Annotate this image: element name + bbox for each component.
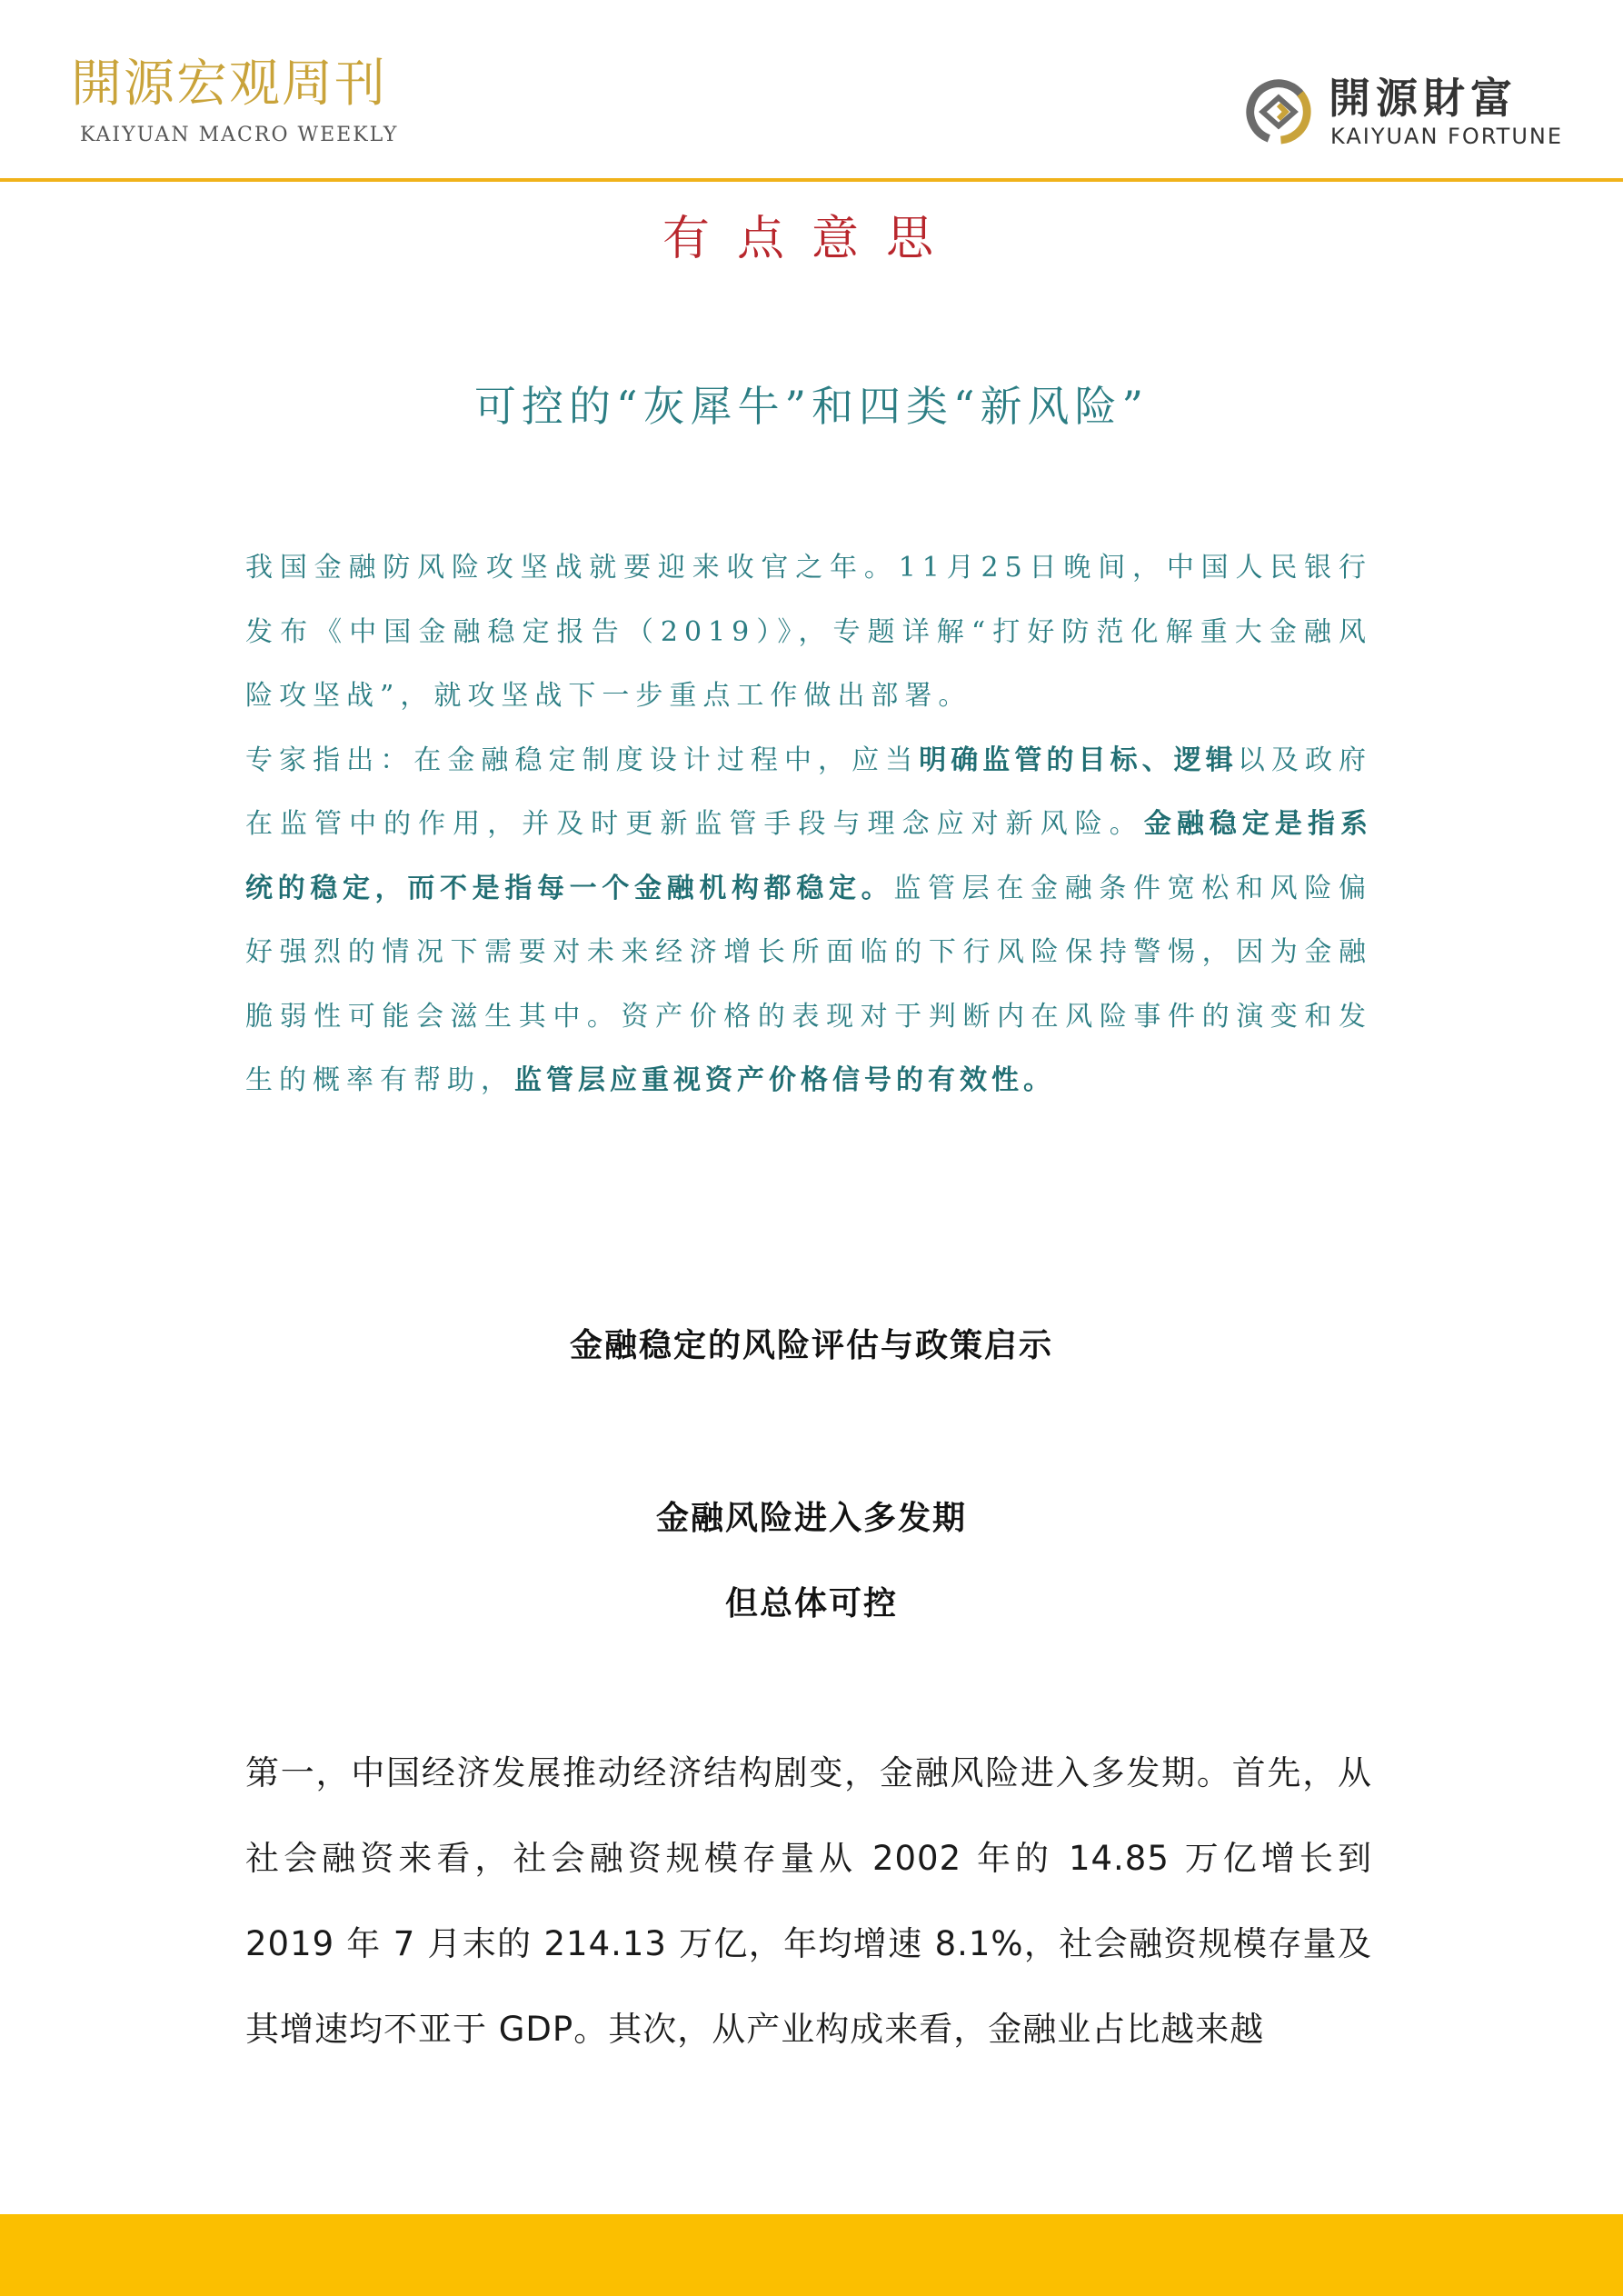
summary-emphasis: 监管层应重视资产价格信号的有效性。 [514,1064,1055,1096]
summary-text: 以及政府在监管中的作用，并及时更新监管手段与理念应对新风险。 [245,744,1373,840]
article-title: 可控的“灰犀牛”和四类“新风险” [473,382,1150,431]
summary-paragraph: 我国金融防风险攻坚战就要迎来收官之年。11月25日晚间，中国人民银行发布《中国金融稳定报告（2019）》，专题详解“打好防范化解重大金融风险攻坚战”，就攻坚战下一步重点工作做出部署。 [245,552,1372,712]
kaiyuan-logo-icon [1243,76,1314,147]
brand-title-cn: 開源宏观周刊 [71,55,387,114]
summary-text: 专家指出：在金融稳定制度设计过程中，应当 [245,744,920,776]
summary-emphasis: 金融稳定是指系统的稳定，而不是指每一个金融机构都稳定。 [245,808,1372,904]
footer-bar [0,2214,1623,2296]
header-divider [0,178,1623,182]
brand-title-en: KAIYUAN MACRO WEEKLY [80,124,399,146]
body-paragraph: 第一，中国经济发展推动经济结构剧变，金融风险进入多发期。首先，从社会融资来看，社会融资规模存量从 2002 年的 14.85 万亿增长到 2019 年 7 月末的 214.13 万亿，年均增速 8.1%，社会融资规模存量及其增速均不亚于 GDP。其次，从产业构成来看，金融业占比越来越 [245,1753,1372,2049]
summary-text: 监管层在金融条件宽松和风险偏好强烈的情况下需要对未来经济增长所面临的下行风险保持警惕，因为金融脆弱性可能会滋生其中。资产价格的表现对于判断内在风险事件的演变和发生的概率有帮助， [245,872,1373,1096]
article-summary [245,536,1372,1113]
subheading: 金融风险进入多发期 [655,1500,967,1537]
summary-emphasis: 明确监管的目标、逻辑 [919,744,1238,776]
section-title: 有点意思 [662,212,961,266]
section-heading: 金融稳定的风险评估与政策启示 [569,1327,1053,1364]
page-header [0,0,1623,180]
company-logo [1243,74,1564,151]
subheading: 但总体可控 [724,1585,898,1622]
body-text [245,1731,1372,2072]
summary-paragraph [245,729,1372,1113]
logo-text-cn: 開源財富 [1329,74,1518,123]
logo-text-en: KAIYUAN FORTUNE [1330,124,1564,149]
